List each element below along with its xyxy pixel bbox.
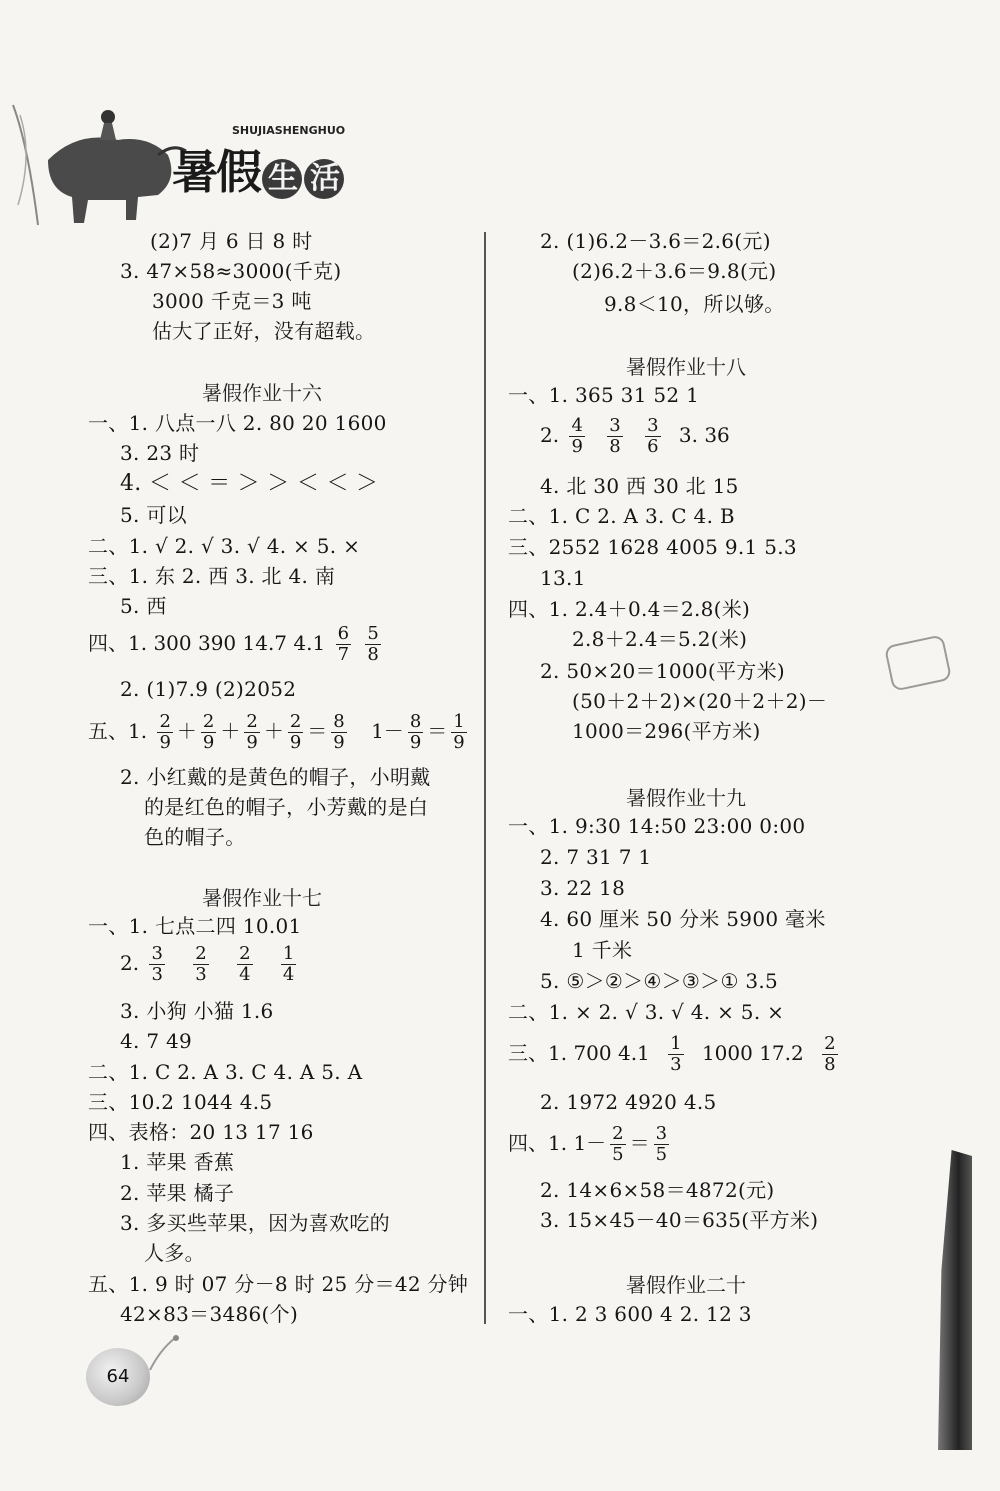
answer-line: 2. 7 31 7 1 <box>540 845 652 869</box>
fraction: $\frac{8}{9}$ <box>333 711 345 753</box>
answer-line: 五、1. 9 时 07 分－8 时 25 分＝42 分钟 <box>88 1272 469 1296</box>
answer-line: 色的帽子。 <box>144 825 246 849</box>
answer-text: 四、1. 300 390 14.7 4.1 <box>88 631 326 655</box>
page-number: 64 <box>86 1348 150 1406</box>
answer-line: 2.8＋2.4＝5.2(米) <box>572 627 748 651</box>
answer-line-fractions: 四、1. 1－ $\frac{2}{5}$ ＝ $\frac{3}{5}$ <box>508 1123 668 1165</box>
answer-line-fractions: 五、1. $\frac{2}{9}$ ＋ $\frac{2}{9}$ ＋ $\frac{2}{9}$ ＋ $\frac{2}{9}$ ＝ $\frac{8}{9}$ 1－ $\frac{8}{9}$ ＝ $\frac{1}{9}$ <box>88 711 465 753</box>
answer-line: (2)7 月 6 日 8 时 <box>150 229 313 253</box>
answer-text: 2. <box>120 951 140 975</box>
answer-line: 二、1. C 2. A 3. C 4. B <box>508 504 735 528</box>
answer-line: 一、1. 七点二四 10.01 <box>88 914 302 938</box>
answer-text: 1000 17.2 <box>701 1041 804 1065</box>
answer-line: 二、1. √ 2. √ 3. √ 4. × 5. × <box>88 534 361 558</box>
section-heading-19: 暑假作业十九 <box>626 786 746 810</box>
answer-text: 五、1. <box>88 719 148 743</box>
fraction: $\frac{8}{9}$ <box>409 711 422 753</box>
answer-text: 2. <box>540 423 560 447</box>
answer-line: 4. 7 49 <box>120 1029 193 1053</box>
answer-line: 一、1. 365 31 52 1 <box>508 383 700 407</box>
fraction: $\frac{2}{9}$ <box>159 711 171 753</box>
answer-line: 2. 14×6×58＝4872(元) <box>540 1178 775 1202</box>
fraction: $\frac{5}{8}$ <box>367 623 379 665</box>
answer-line: 1 千米 <box>572 938 633 962</box>
fraction: $\frac{2}{9}$ <box>289 711 302 753</box>
answer-text: 三、1. 700 4.1 <box>508 1041 650 1065</box>
answer-line: 9.8＜10，所以够。 <box>604 292 785 316</box>
fraction: $\frac{3}{6}$ <box>647 415 659 457</box>
answer-line: 3. 23 时 <box>120 441 200 465</box>
answer-line: 人多。 <box>144 1241 205 1265</box>
answer-line: 3. 47×58≈3000(千克) <box>120 259 342 283</box>
answer-line: 3000 千克＝3 吨 <box>152 289 312 313</box>
answer-line: 2. 苹果 橘子 <box>120 1181 235 1205</box>
answer-line: 2. 1972 4920 4.5 <box>540 1090 717 1114</box>
fraction: $\frac{3}{8}$ <box>609 415 621 457</box>
snail-icon <box>140 1330 190 1380</box>
header-title <box>172 136 344 202</box>
answer-line: 三、1. 东 2. 西 3. 北 4. 南 <box>88 564 336 588</box>
section-heading-20: 暑假作业二十 <box>626 1273 746 1297</box>
fraction: $\frac{2}{3}$ <box>195 943 207 985</box>
scan-edge-shadow <box>938 1150 972 1450</box>
answer-line: 四、表格：20 13 17 16 <box>88 1120 314 1144</box>
answer-line: 4. 北 30 西 30 北 15 <box>540 474 739 498</box>
fraction: $\frac{3}{3}$ <box>151 943 163 985</box>
fraction: $\frac{2}{4}$ <box>239 943 251 985</box>
fraction: $\frac{1}{3}$ <box>670 1033 682 1075</box>
stamp-icon <box>884 634 952 691</box>
section-heading-18: 暑假作业十八 <box>626 355 746 379</box>
answer-line-fractions <box>508 1034 842 1075</box>
answer-line: 13.1 <box>540 566 586 590</box>
answer-line: 5. 西 <box>120 594 167 618</box>
fraction: $\frac{3}{5}$ <box>655 1123 668 1165</box>
fraction: $\frac{2}{5}$ <box>612 1123 624 1165</box>
answer-line: 三、2552 1628 4005 9.1 5.3 <box>508 535 797 559</box>
answer-line: 二、1. × 2. √ 3. √ 4. × 5. × <box>508 1000 785 1024</box>
fraction: $\frac{2}{9}$ <box>246 711 258 753</box>
answer-line: 2. (1)7.9 (2)2052 <box>120 677 297 701</box>
header-title-part1: 暑假 <box>172 145 260 199</box>
header-title-part2: 生 <box>262 159 302 199</box>
fraction: $\frac{6}{7}$ <box>337 623 350 665</box>
answer-line-fractions <box>120 944 300 985</box>
answer-line: 一、1. 2 3 600 4 2. 12 3 <box>508 1302 752 1326</box>
answer-line-fractions <box>88 624 385 665</box>
fraction: $\frac{4}{9}$ <box>571 415 583 457</box>
answer-line-fractions <box>540 416 730 457</box>
section-heading-16: 暑假作业十六 <box>202 381 322 405</box>
answer-line: 估大了正好，没有超载。 <box>152 319 376 343</box>
answer-line: 3. 多买些苹果，因为喜欢吃的 <box>120 1211 390 1235</box>
section-heading-17: 暑假作业十七 <box>202 886 322 910</box>
answer-line: 5. 可以 <box>120 503 187 527</box>
answer-line: 3. 22 18 <box>540 876 626 900</box>
answer-line: 一、1. 9:30 14:50 23:00 0:00 <box>508 814 806 838</box>
answer-line: 2. (1)6.2－3.6＝2.6(元) <box>540 229 771 253</box>
answer-line: 一、1. 八点一八 2. 80 20 1600 <box>88 411 387 435</box>
answer-line: 1000＝296(平方米) <box>572 719 761 743</box>
answer-line: 的是红色的帽子，小芳戴的是白 <box>144 795 429 819</box>
answer-text: 四、1. 1－ <box>508 1131 607 1155</box>
answer-line: 5. ⑤＞②＞④＞③＞① 3.5 <box>540 969 779 993</box>
answer-line: 二、1. C 2. A 3. C 4. A 5. A <box>88 1060 363 1084</box>
answer-line: 2. 小红戴的是黄色的帽子，小明戴 <box>120 765 431 789</box>
column-divider <box>484 232 486 1324</box>
answer-line: 四、1. 2.4＋0.4＝2.8(米) <box>508 597 751 621</box>
answer-line: 3. 15×45－40＝635(平方米) <box>540 1208 819 1232</box>
answer-line: 4. 60 厘米 50 分米 5900 毫米 <box>540 907 826 931</box>
answer-line: 1. 苹果 香蕉 <box>120 1150 235 1174</box>
header-pinyin: SHUJIASHENGHUO <box>232 124 346 137</box>
answer-line: (2)6.2＋3.6＝9.8(元) <box>572 259 777 283</box>
answer-line: 2. 50×20＝1000(平方米) <box>540 659 785 683</box>
header-title-part3: 活 <box>304 159 344 199</box>
fraction: $\frac{2}{9}$ <box>202 711 215 753</box>
answer-line: 4. ＜ ＜ ＝ ＞ ＞ ＜ ＜ ＞ <box>120 471 379 496</box>
answer-line: 3. 小狗 小猫 1.6 <box>120 999 274 1023</box>
answer-line: 三、10.2 1044 4.5 <box>88 1090 273 1114</box>
answer-line: (50＋2＋2)×(20＋2＋2)－ <box>572 689 828 713</box>
fraction: $\frac{1}{4}$ <box>282 943 295 985</box>
answer-text: 3. 36 <box>678 423 730 447</box>
fraction: $\frac{1}{9}$ <box>453 711 465 753</box>
fraction: $\frac{2}{8}$ <box>824 1033 836 1075</box>
answer-line: 42×83＝3486(个) <box>120 1302 299 1326</box>
